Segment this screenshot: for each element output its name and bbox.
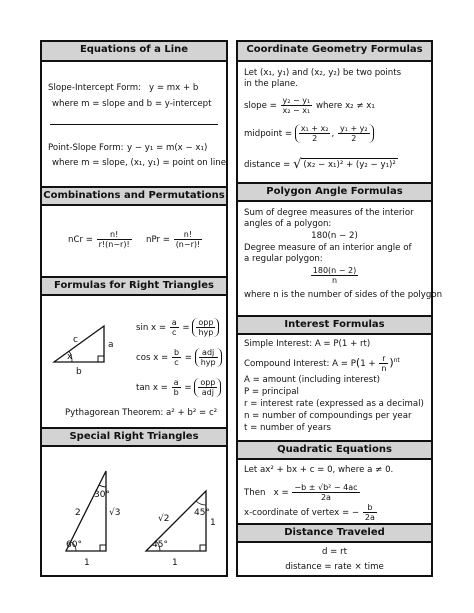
distance-formula-1: d = rt — [321, 547, 348, 557]
ncr-numerator: n! — [97, 230, 132, 240]
sin-formula: sin x = $\frac{a}{c}$ = $\frac{\text{opp}}{\text{hyp}}$ — [136, 318, 219, 337]
compound-one-plus: 1 + — [360, 359, 376, 369]
tan-den: b — [173, 388, 179, 397]
vertex-lhs: x-coordinate of vertex = − — [244, 508, 360, 518]
polygon-angle-header — [238, 182, 431, 202]
label-a: a — [108, 340, 114, 350]
slope-fraction — [281, 96, 313, 115]
slope-formula — [244, 96, 375, 115]
right-triangle-diagram — [42, 312, 132, 382]
mid-x-den: 2 — [312, 134, 318, 143]
compound-n: n — [381, 364, 387, 373]
sin-paren — [192, 318, 219, 337]
def-t: t = number of years — [244, 423, 331, 433]
cos-lhs: cos x = — [136, 353, 169, 363]
coord-intro-2: in the plane. — [244, 79, 298, 89]
interest-header — [238, 315, 431, 335]
cos-paren — [195, 348, 222, 367]
slope-intercept-where: where m = slope and b = y-intercept — [52, 99, 212, 109]
quadratic-let: Let ax² + bx + c = 0, where a ≠ 0. — [244, 465, 394, 475]
t1-top-angle: 30° — [94, 490, 110, 500]
divider-line — [50, 124, 218, 125]
point-slope-equation: y − y₁ = m(x − x₁) — [127, 143, 208, 153]
vertex-den: 2a — [364, 513, 375, 522]
cos-formula: cos x = $\frac{b}{c}$ = $\frac{\text{adj}}{\text{hyp}}$ — [136, 348, 222, 367]
npr-numerator: n! — [174, 230, 203, 240]
quadratic-then: Then — [244, 488, 266, 498]
cos-ratio — [172, 348, 181, 367]
t1-short-label: 1 — [84, 558, 90, 568]
compound-r: r — [379, 354, 388, 364]
slope-lhs: slope = — [244, 101, 277, 111]
label-b: b — [76, 367, 82, 377]
npr-denominator: (n−r)! — [175, 240, 201, 249]
ncr-denominator: r!(n−r)! — [98, 240, 130, 249]
vertex-num: b — [363, 503, 377, 513]
midpoint-paren: $\frac{\text{x₁ + x₂}}{2}$ , $\frac{\text{y₁ + y₂}}{2}$ — [295, 124, 374, 143]
mid-y-den: 2 — [351, 134, 357, 143]
quadratic-x-lhs: x = — [273, 488, 289, 498]
section-title: Equations of a Line — [79, 44, 189, 55]
point-slope-label: Point-Slope Form: — [48, 143, 124, 153]
t1-hyp-label: 2 — [75, 508, 81, 518]
sin-ratio — [170, 318, 179, 337]
slope-intercept-label: Slope-Intercept Form: — [48, 83, 142, 93]
quadratic-header — [238, 440, 431, 460]
compound-lhs: Compound Interest: A = P — [244, 359, 356, 369]
distance-header — [238, 523, 431, 543]
t2-bottom-angle: 45° — [152, 540, 168, 550]
ncr-formula — [68, 230, 133, 249]
def-a: A = amount (including interest) — [244, 375, 380, 385]
distance-formula — [244, 157, 398, 172]
point-slope-where: where m = slope, (x₁, y₁) = point on line — [52, 158, 226, 168]
section-title: Special Right Triangles — [69, 431, 199, 442]
right-column — [236, 40, 443, 577]
def-p: P = principal — [244, 387, 299, 397]
vertex-formula — [244, 503, 378, 522]
t2-hyp-label: √2 — [158, 514, 170, 524]
coordinate-geometry-header — [238, 42, 431, 62]
midpoint-lhs: midpoint = — [244, 129, 293, 139]
sin-lhs: sin x = — [136, 323, 167, 333]
tan-ratio — [172, 378, 181, 397]
section-title: Interest Formulas — [284, 319, 385, 330]
polygon-where: where n is the number of sides of the polygon — [244, 290, 443, 300]
slope-denominator: x₂ − x₁ — [282, 106, 311, 115]
sqrt-icon: √ — [293, 157, 302, 172]
sin-hyp: hyp — [198, 328, 214, 337]
sin-opp: opp — [198, 318, 214, 327]
coord-intro-1: Let (x₁, y₁) and (x₂, y₂) be two points — [244, 68, 402, 78]
section-title: Quadratic Equations — [277, 444, 392, 455]
tan-adj: adj — [201, 388, 214, 397]
def-n: n = number of compoundings per year — [244, 411, 412, 421]
cos-den: c — [174, 358, 179, 367]
npr-fraction — [174, 230, 203, 249]
compound-exponent: nt — [393, 357, 400, 365]
simple-interest: Simple Interest: A = P(1 + rt) — [244, 339, 371, 349]
ncr-lhs: nCr = — [68, 235, 93, 245]
cos-num: b — [173, 348, 180, 357]
equations-of-a-line-header — [42, 42, 226, 62]
distance-formula-2: distance = rate × time — [285, 562, 384, 572]
t1-long-label: √3 — [109, 508, 121, 518]
combinations-header — [42, 186, 226, 206]
section-title: Distance Traveled — [284, 527, 385, 538]
npr-formula — [146, 230, 203, 249]
tan-opp: opp — [200, 378, 216, 387]
tan-paren — [194, 378, 221, 397]
t2-base-label: 1 — [172, 558, 178, 568]
t2-side-label: 1 — [210, 518, 216, 528]
right-triangles-header — [42, 276, 226, 296]
interior-den: n — [331, 276, 338, 285]
tan-num: a — [172, 378, 181, 388]
def-r: r = interest rate (expressed as a decimal) — [244, 399, 424, 409]
mid-y-num: y₁ + y₂ — [339, 124, 368, 133]
section-title: Formulas for Right Triangles — [54, 280, 214, 291]
cos-adj: adj — [199, 348, 218, 358]
mid-x-num: x₁ + x₂ — [300, 124, 329, 133]
section-title: Combinations and Permutations — [43, 190, 225, 201]
left-column — [40, 40, 228, 577]
ncr-fraction — [97, 230, 132, 249]
quadratic-formula — [244, 483, 361, 502]
distance-radicand: (x₂ − x₁)² + (y₂ − y₁)² — [303, 160, 396, 170]
special-triangles-diagram — [42, 447, 230, 579]
polygon-sum-2: angles of a polygon: — [244, 219, 332, 229]
sin-den: c — [172, 328, 177, 337]
cos-hyp: hyp — [200, 358, 216, 367]
npr-lhs: nPr = — [146, 235, 170, 245]
distance-lhs: distance = — [244, 160, 291, 170]
slope-where: where x₂ ≠ x₁ — [315, 101, 375, 111]
label-c: c — [73, 335, 78, 345]
t2-top-angle: 45° — [194, 508, 210, 518]
interior-num: 180(n − 2) — [312, 266, 357, 275]
section-title: Coordinate Geometry Formulas — [246, 44, 423, 55]
tan-formula: tan x = $\frac{a}{b}$ = $\frac{\text{opp}}{\text{adj}}$ — [136, 378, 221, 397]
slope-intercept-equation: y = mx + b — [149, 83, 199, 93]
polygon-sum-formula: 180(n − 2) — [311, 231, 358, 241]
section-title: Polygon Angle Formulas — [266, 186, 403, 197]
label-x: x — [67, 352, 73, 362]
polygon-interior-2: a regular polygon: — [244, 254, 323, 264]
quadratic-denominator: 2a — [320, 493, 331, 502]
compound-interest: Compound Interest: A = P(1 + $\frac{r}{n}$ )$^{nt}$ — [244, 354, 400, 373]
pythagorean-theorem: Pythagorean Theorem: a² + b² = c² — [65, 408, 218, 418]
sin-num: a — [171, 318, 177, 327]
midpoint-formula — [244, 124, 374, 143]
slope-numerator: y₂ − y₁ — [282, 96, 311, 105]
quadratic-numerator: −b ± √b² − 4ac — [294, 483, 358, 492]
tan-lhs: tan x = — [136, 383, 168, 393]
polygon-sum-1: Sum of degree measures of the interior — [244, 208, 414, 218]
t1-bottom-angle: 60° — [66, 540, 82, 550]
polygon-interior-1: Degree measure of an interior angle of — [244, 243, 412, 253]
polygon-interior-formula — [238, 266, 431, 285]
special-triangles-header — [42, 427, 226, 447]
